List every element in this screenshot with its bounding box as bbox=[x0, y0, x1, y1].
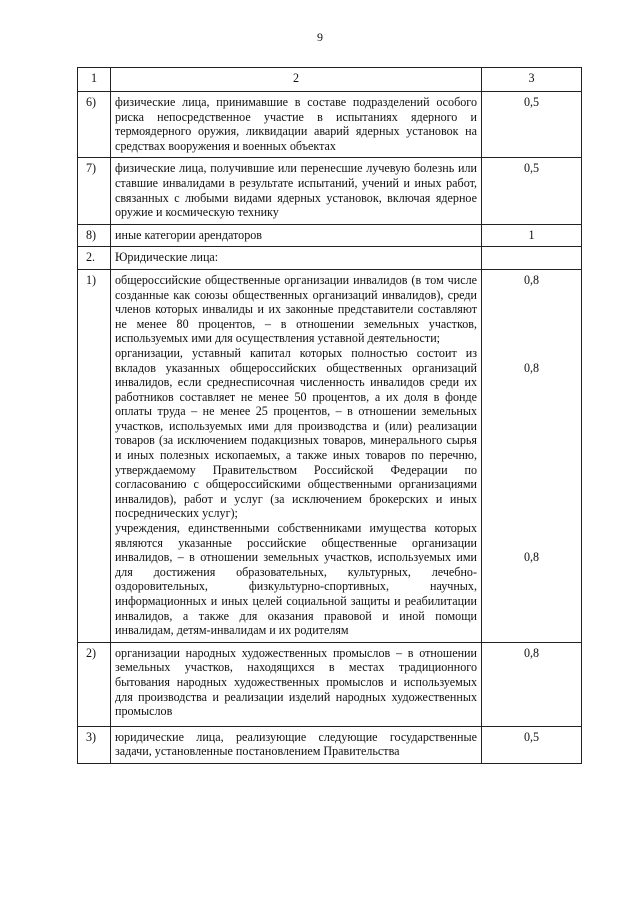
row-number: 2) bbox=[78, 642, 111, 726]
table-row bbox=[78, 158, 582, 224]
row-value bbox=[482, 247, 582, 270]
row-number: 1) bbox=[78, 269, 111, 642]
row-text bbox=[111, 269, 482, 642]
row-value: 0,5 bbox=[482, 726, 582, 763]
row-number: 7) bbox=[78, 158, 111, 224]
row-text: иные категории арендаторов bbox=[111, 224, 482, 247]
value-capital-organizations: 0,8 bbox=[523, 360, 540, 375]
paragraph-disabled-organizations: общероссийские общественные организации инвалидов (в том числе созданные как союзы общественных организаций инвалидов), среди членов которых инвалиды и их законные представители составляют не менее 80 процентов, – в отношении земельных участков, используемых ими для осуществления уставной деятельности; bbox=[115, 272, 477, 346]
value-institutions: 0,8 bbox=[523, 550, 540, 565]
row-number: 6) bbox=[78, 92, 111, 158]
paragraph-institutions: учреждения, единственными собственниками имущества которых являются указанные российские общественные организации инвалидов, – в отношении земельных участков, используемых ими для достижения образовательных, культурных, лечебно-оздоровительных, физкультурно-спортивных, научных, информационных и иных целей социальной защиты и реабилитации инвалидов, а также для оказания правовой и иной помощи инвалидам, детям-инвалидам и их родителям bbox=[115, 521, 477, 638]
row-value: 0,8 bbox=[482, 642, 582, 726]
row-value: 0,5 bbox=[482, 92, 582, 158]
row-text: Юридические лица: bbox=[111, 247, 482, 270]
table-row bbox=[78, 726, 582, 763]
row-number: 2. bbox=[78, 247, 111, 270]
row-text: организации народных художественных промыслов – в отношении земельных участков, находящихся в местах традиционного бытования народных художественных промыслов и используемых для производства и реализации изделий народных художественных промыслов bbox=[111, 642, 482, 726]
table-row bbox=[78, 247, 582, 270]
page-number: 9 bbox=[317, 30, 323, 44]
row-text: физические лица, получившие или перенесшие лучевую болезнь или ставшие инвалидами в результате испытаний, учений и иных работ, связанных с любыми видами ядерных установок, включая ядерное оружие и космическую технику bbox=[111, 158, 482, 224]
header-col-3: 3 bbox=[482, 68, 582, 92]
table-row bbox=[78, 224, 582, 247]
rates-table bbox=[77, 67, 582, 764]
row-text: физические лица, принимавшие в составе подразделений особого риска непосредственное участие в испытаниях ядерного и термоядерного оружия, ликвидации аварий ядерных установок на средствах вооружения и военных объектах bbox=[111, 92, 482, 158]
value-disabled-organizations: 0,8 bbox=[523, 272, 540, 287]
table-row bbox=[78, 642, 582, 726]
header-col-2: 2 bbox=[111, 68, 482, 92]
row-number: 3) bbox=[78, 726, 111, 763]
table-row bbox=[78, 92, 582, 158]
row-text: юридические лица, реализующие следующие государственные задачи, установленные постановлением Правительства bbox=[111, 726, 482, 763]
header-col-1: 1 bbox=[78, 68, 111, 92]
table-header-row bbox=[78, 68, 582, 92]
row-number: 8) bbox=[78, 224, 111, 247]
table-row bbox=[78, 269, 582, 642]
row-value: 0,5 bbox=[482, 158, 582, 224]
paragraph-capital-organizations: организации, уставный капитал которых полностью состоит из вкладов указанных общероссийских общественных организаций инвалидов, если среднесписочная численность инвалидов среди их работников составляет не менее 50 процентов, а их доля в фонде оплаты труда – не менее 25 процентов, – в отношении земельных участков, используемых ими для производства и (или) реализации товаров (за исключением подакцизных товаров, минерального сырья и иных полезных ископаемых, а также иных товаров по перечню, утверждаемому Правительством Российской Федерации по согласованию с общероссийскими общественными организациями инвалидов), работ и услуг (за исключением брокерских и иных посреднических услуг); bbox=[115, 345, 477, 521]
row-values bbox=[482, 269, 582, 642]
row-value: 1 bbox=[482, 224, 582, 247]
